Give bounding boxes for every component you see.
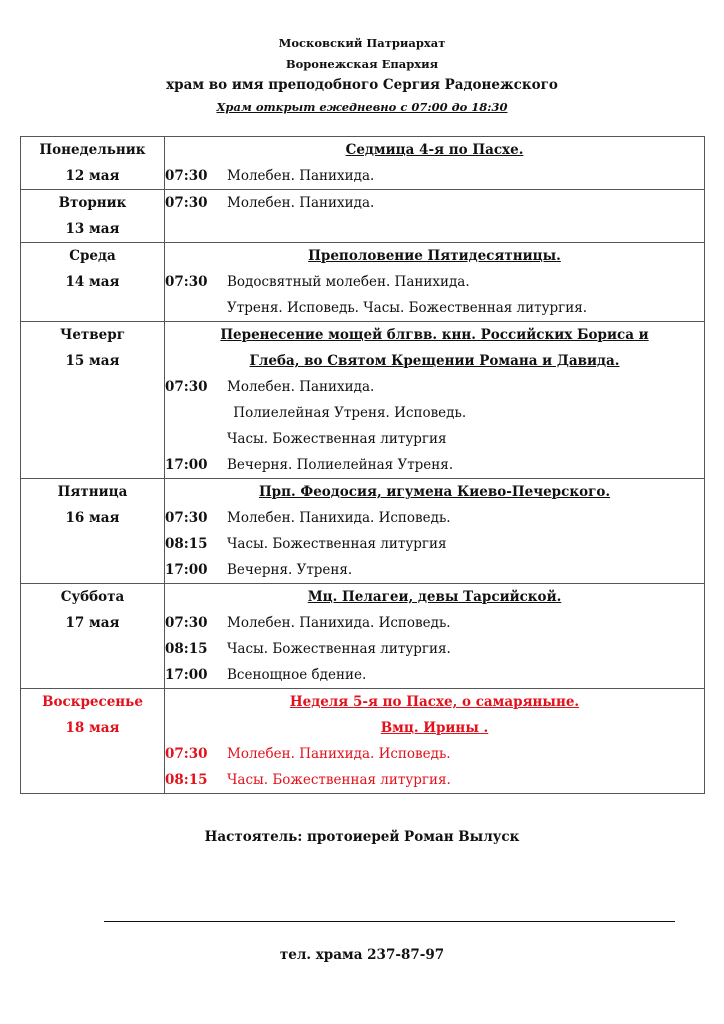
weekday-label: Пятница	[57, 484, 128, 500]
events-cell	[165, 243, 705, 322]
service-entry	[165, 636, 704, 662]
schedule-table	[20, 136, 705, 794]
header-opening-hours: Храм открыт ежедневно с 07:00 до 18:30	[216, 100, 508, 114]
header-church-name: храм во имя преподобного Сергия Радонежского	[166, 77, 558, 93]
rector-line: Настоятель: протоиерей Роман Вылуск	[204, 829, 520, 845]
service-time: 17:00	[165, 457, 208, 473]
service-entry	[165, 295, 704, 321]
service-time	[165, 426, 227, 452]
date-label: 18 мая	[65, 720, 120, 736]
feast-title: Глеба, во Святом Крещении Романа и Давида.	[249, 353, 620, 369]
service-entry	[165, 374, 704, 400]
weekday-label: Понедельник	[39, 142, 146, 158]
feast-title: Вмц. Ирины .	[380, 720, 489, 736]
day-cell	[21, 584, 165, 689]
service-entry	[165, 505, 704, 531]
feast-title: Перенесение мощей блгвв. кнн. Российских Бориса и	[220, 327, 649, 343]
feast-title: Преполовение Пятидесятницы.	[308, 248, 561, 264]
service-time: 07:30	[165, 615, 208, 631]
service-time: 07:30	[165, 379, 208, 395]
date-label: 15 мая	[65, 353, 120, 369]
events-cell	[165, 689, 705, 794]
church-phone: тел. храма 237-87-97	[279, 947, 445, 963]
date-label: 17 мая	[65, 615, 120, 631]
day-cell	[21, 190, 165, 243]
weekday-label: Воскресенье	[42, 694, 143, 710]
schedule-row-saturday	[21, 584, 705, 689]
service-description: Молебен. Панихида.	[227, 168, 375, 184]
day-cell	[21, 243, 165, 322]
service-time: 17:00	[165, 667, 208, 683]
weekday-label: Вторник	[58, 195, 127, 211]
date-label: 14 мая	[65, 274, 120, 290]
service-entry	[165, 610, 704, 636]
feast-title: Мц. Пелагеи, девы Тарсийской.	[307, 589, 562, 605]
service-time: 07:30	[165, 510, 208, 526]
weekday-label: Четверг	[60, 327, 125, 343]
service-time: 08:15	[165, 641, 208, 657]
footer-divider	[104, 921, 675, 922]
service-time: 08:15	[165, 536, 208, 552]
service-description: Часы. Божественная литургия	[227, 431, 447, 447]
service-description: Молебен. Панихида. Исповедь.	[227, 510, 451, 526]
events-cell	[165, 584, 705, 689]
header-eparchy: Воронежская Епархия	[285, 57, 439, 71]
service-entry	[165, 400, 704, 426]
schedule-row-wednesday	[21, 243, 705, 322]
service-entry	[165, 662, 704, 688]
service-description: Молебен. Панихида.	[227, 195, 375, 211]
service-description: Утреня. Исповедь. Часы. Божественная литургия.	[227, 300, 588, 316]
events-cell	[165, 137, 705, 190]
date-label: 16 мая	[65, 510, 120, 526]
feast-title: Прп. Феодосия, игумена Киево-Печерского.	[258, 484, 611, 500]
day-cell	[21, 137, 165, 190]
service-entry	[165, 741, 704, 767]
service-time	[165, 295, 227, 321]
header-patriarchate: Московский Патриархат	[278, 36, 446, 50]
service-time: 07:30	[165, 274, 208, 290]
day-cell	[21, 479, 165, 584]
service-description: Молебен. Панихида.	[227, 379, 375, 395]
service-entry	[165, 190, 704, 216]
service-description: Всенощное бдение.	[227, 667, 367, 683]
service-entry	[165, 269, 704, 295]
feast-title: Седмица 4-я по Пасхе.	[345, 142, 524, 158]
day-cell	[21, 322, 165, 479]
service-time: 07:30	[165, 746, 208, 762]
service-time: 08:15	[165, 772, 208, 788]
service-description: Вечерня. Полиелейная Утреня.	[227, 457, 454, 473]
schedule-row-thursday	[21, 322, 705, 479]
service-description: Часы. Божественная литургия.	[227, 641, 451, 657]
service-entry	[165, 426, 704, 452]
service-description: Вечерня. Утреня.	[227, 562, 353, 578]
service-description: Полиелейная Утреня. Исповедь.	[229, 405, 467, 421]
weekday-label: Суббота	[60, 589, 125, 605]
events-cell	[165, 322, 705, 479]
schedule-row-friday	[21, 479, 705, 584]
service-time: 17:00	[165, 562, 208, 578]
service-time	[165, 400, 227, 426]
events-cell	[165, 479, 705, 584]
service-entry	[165, 163, 704, 189]
service-description: Молебен. Панихида. Исповедь.	[227, 615, 451, 631]
day-cell	[21, 689, 165, 794]
schedule-row-tuesday	[21, 190, 705, 243]
service-entry	[165, 767, 704, 793]
service-description: Водосвятный молебен. Панихида.	[227, 274, 470, 290]
service-description: Часы. Божественная литургия	[227, 536, 447, 552]
service-entry	[165, 452, 704, 478]
date-label: 13 мая	[65, 221, 120, 237]
schedule-row-monday	[21, 137, 705, 190]
service-time: 07:30	[165, 195, 208, 211]
service-entry	[165, 531, 704, 557]
service-description: Молебен. Панихида. Исповедь.	[227, 746, 451, 762]
service-entry	[165, 557, 704, 583]
date-label: 12 мая	[65, 168, 120, 184]
weekday-label: Среда	[69, 248, 116, 264]
service-time: 07:30	[165, 168, 208, 184]
schedule-row-sunday	[21, 689, 705, 794]
feast-title: Неделя 5-я по Пасхе, о самаряныне.	[289, 694, 580, 710]
events-cell	[165, 190, 705, 243]
service-description: Часы. Божественная литургия.	[227, 772, 451, 788]
